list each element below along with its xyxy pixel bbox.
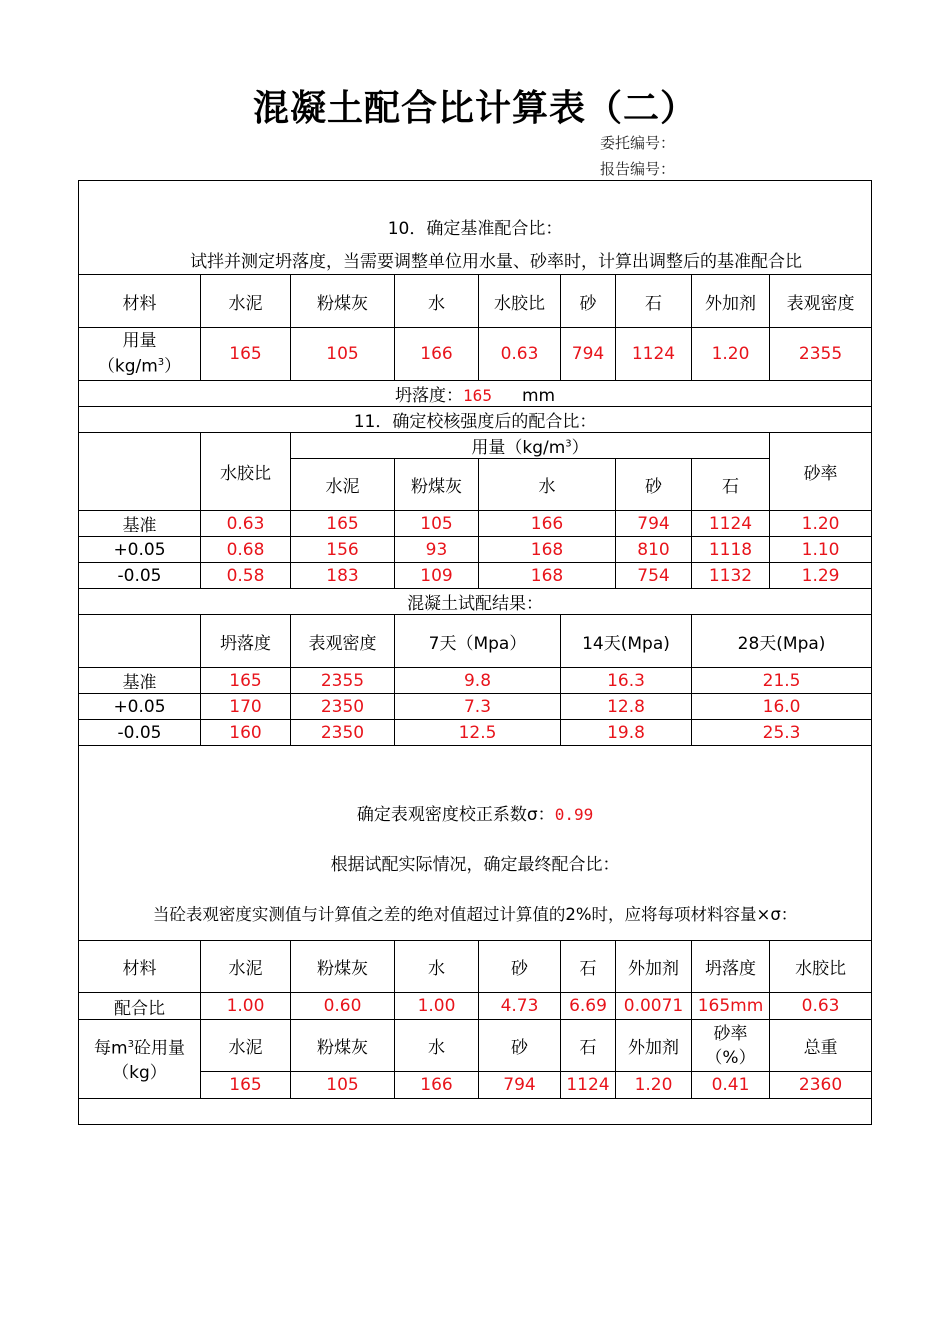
page-title: 混凝土配合比计算表（二）: [252, 87, 697, 129]
value-cell: 166: [479, 511, 616, 537]
value-cell: 170: [201, 694, 291, 720]
value-cell: 105: [291, 1072, 395, 1099]
value-cell: 1.20: [770, 511, 872, 537]
value-cell: 1.00: [201, 993, 291, 1020]
table-row: [79, 511, 872, 537]
dosage-group-header: 用量$(kg/m^3)$: [291, 433, 770, 459]
value-cell: 1.10: [770, 537, 872, 563]
report-number-label: 报告编号：: [600, 160, 676, 178]
value-cell: 12.5: [395, 720, 561, 746]
header-cell: 水: [395, 275, 479, 328]
row-label: 基准: [79, 511, 201, 537]
value-cell: 794: [616, 511, 692, 537]
value-cell: 0.63: [479, 328, 561, 381]
dosage-label: 用量 $(kg/m^3)$: [79, 328, 201, 381]
header-cell: 砂: [561, 275, 616, 328]
empty-footer-row: [79, 1099, 872, 1125]
value-cell: 2355: [291, 668, 395, 694]
trial-header-row: [79, 615, 872, 668]
header-cell: 水泥: [201, 1020, 291, 1072]
header-cell: 水泥: [291, 459, 395, 511]
value-cell: 0.58: [201, 563, 291, 589]
value-cell: 165: [201, 328, 291, 381]
value-cell: 1.00: [395, 993, 479, 1020]
header-cell: 水: [395, 1020, 479, 1072]
section10-description: 试拌并测定坍落度，当需要调整单位用水量、砂率时，计算出调整后的基准配合比: [79, 245, 872, 275]
value-cell: 21.5: [692, 668, 872, 694]
empty-cell: [79, 615, 201, 668]
sand-ratio-cell: 砂率 （%）: [692, 1020, 770, 1072]
section10-heading: 10．确定基准配合比：: [79, 181, 872, 245]
header-cell: 砂: [616, 459, 692, 511]
header-cell: 水胶比: [479, 275, 561, 328]
final-ratio-line: 根据试配实际情况，确定最终配合比：: [330, 855, 620, 875]
row-label: 基准: [79, 668, 201, 694]
section11-heading: 11．确定校核强度后的配合比：: [79, 407, 872, 433]
value-cell: 754: [616, 563, 692, 589]
header-cell: 粉煤灰: [395, 459, 479, 511]
row-label: -0.05: [79, 720, 201, 746]
value-cell: 810: [616, 537, 692, 563]
value-cell: 1124: [561, 1072, 616, 1099]
value-cell: 7.3: [395, 694, 561, 720]
final-header-row: [79, 941, 872, 993]
value-cell: 1.29: [770, 563, 872, 589]
value-cell: 168: [479, 537, 616, 563]
header-cell: 水胶比: [770, 941, 872, 993]
value-cell: 2360: [770, 1072, 872, 1099]
value-cell: 2350: [291, 694, 395, 720]
notes-block: [79, 746, 872, 941]
header-cell: 石: [561, 1020, 616, 1072]
value-cell: 183: [291, 563, 395, 589]
row-label: +0.05: [79, 537, 201, 563]
value-cell: 1124: [616, 328, 692, 381]
value-cell: 160: [201, 720, 291, 746]
header-cell: 石: [561, 941, 616, 993]
value-cell: 166: [395, 1072, 479, 1099]
density-factor-line: 确定表观密度校正系数σ：0.99: [356, 805, 594, 825]
header-cell: 7天（Mpa）: [395, 615, 561, 668]
header-cell: 砂: [479, 941, 561, 993]
header-cell: 总重: [770, 1020, 872, 1072]
header-cell: 表观密度: [770, 275, 872, 328]
per-m3-label: 每$m^3$砼用量 （kg）: [79, 1020, 201, 1099]
value-cell: 0.60: [291, 993, 395, 1020]
table-row: [79, 563, 872, 589]
value-cell: 93: [395, 537, 479, 563]
value-cell: 16.3: [561, 668, 692, 694]
section10-dosage-row: [79, 328, 872, 381]
value-cell: 105: [395, 511, 479, 537]
value-cell: 16.0: [692, 694, 872, 720]
value-cell: 165mm: [692, 993, 770, 1020]
value-cell: 4.73: [479, 993, 561, 1020]
value-cell: 794: [479, 1072, 561, 1099]
value-cell: 9.8: [395, 668, 561, 694]
header-cell: 水泥: [201, 941, 291, 993]
value-cell: 1132: [692, 563, 770, 589]
row-label: 配合比: [79, 993, 201, 1020]
header-cell: 粉煤灰: [291, 275, 395, 328]
header-cell: 外加剂: [616, 941, 692, 993]
value-cell: 0.68: [201, 537, 291, 563]
header-cell: 坍落度: [692, 941, 770, 993]
header-cell: 水: [395, 941, 479, 993]
entrust-number-label: 委托编号：: [600, 134, 676, 152]
section10-header-row: [79, 275, 872, 328]
table-row: [79, 694, 872, 720]
value-cell: 1118: [692, 537, 770, 563]
value-cell: 6.69: [561, 993, 616, 1020]
value-cell: 12.8: [561, 694, 692, 720]
header-cell: 砂: [479, 1020, 561, 1072]
value-cell: 0.63: [770, 993, 872, 1020]
header-cell: 水: [479, 459, 616, 511]
value-cell: 1.20: [692, 328, 770, 381]
value-cell: 2355: [770, 328, 872, 381]
value-cell: 165: [201, 1072, 291, 1099]
header-cell: 水泥: [201, 275, 291, 328]
density-rule-line: 当砼表观密度实测值与计算值之差的绝对值超过计算值的2%时，应将每项材料容量×σ：: [152, 905, 798, 924]
value-cell: 166: [395, 328, 479, 381]
value-cell: 0.0071: [616, 993, 692, 1020]
table-row: [79, 537, 872, 563]
value-cell: 2350: [291, 720, 395, 746]
value-cell: 168: [479, 563, 616, 589]
header-cell: 表观密度: [291, 615, 395, 668]
row-label: -0.05: [79, 563, 201, 589]
header-cell: 外加剂: [692, 275, 770, 328]
value-cell: 25.3: [692, 720, 872, 746]
slump-line: 坍落度：165 mm: [79, 381, 872, 407]
value-cell: 1.20: [616, 1072, 692, 1099]
value-cell: 105: [291, 328, 395, 381]
trial-heading: 混凝土试配结果：: [79, 589, 872, 615]
header-cell: 材料: [79, 941, 201, 993]
mix-ratio-table: [78, 180, 872, 1125]
header-cell: 外加剂: [616, 1020, 692, 1072]
per-m3-header-row: [79, 1020, 872, 1072]
table-row: [79, 720, 872, 746]
value-cell: 0.41: [692, 1072, 770, 1099]
header-cell: 28天(Mpa): [692, 615, 872, 668]
value-cell: 165: [291, 511, 395, 537]
value-cell: 794: [561, 328, 616, 381]
value-cell: 156: [291, 537, 395, 563]
header-cell: 粉煤灰: [291, 941, 395, 993]
sand-ratio-header: 砂率: [770, 433, 872, 511]
header-cell: 材料: [79, 275, 201, 328]
value-cell: 19.8: [561, 720, 692, 746]
value-cell: 109: [395, 563, 479, 589]
header-cell: 坍落度: [201, 615, 291, 668]
value-cell: 165: [201, 668, 291, 694]
value-cell: 0.63: [201, 511, 291, 537]
value-cell: 1124: [692, 511, 770, 537]
header-cell: 粉煤灰: [291, 1020, 395, 1072]
header-cell: 14天(Mpa): [561, 615, 692, 668]
row-label: +0.05: [79, 694, 201, 720]
water-binder-header: 水胶比: [201, 433, 291, 511]
header-cell: 石: [616, 275, 692, 328]
table-row: [79, 668, 872, 694]
header-cell: 石: [692, 459, 770, 511]
ratio-row: [79, 993, 872, 1020]
empty-cell: [79, 433, 201, 511]
